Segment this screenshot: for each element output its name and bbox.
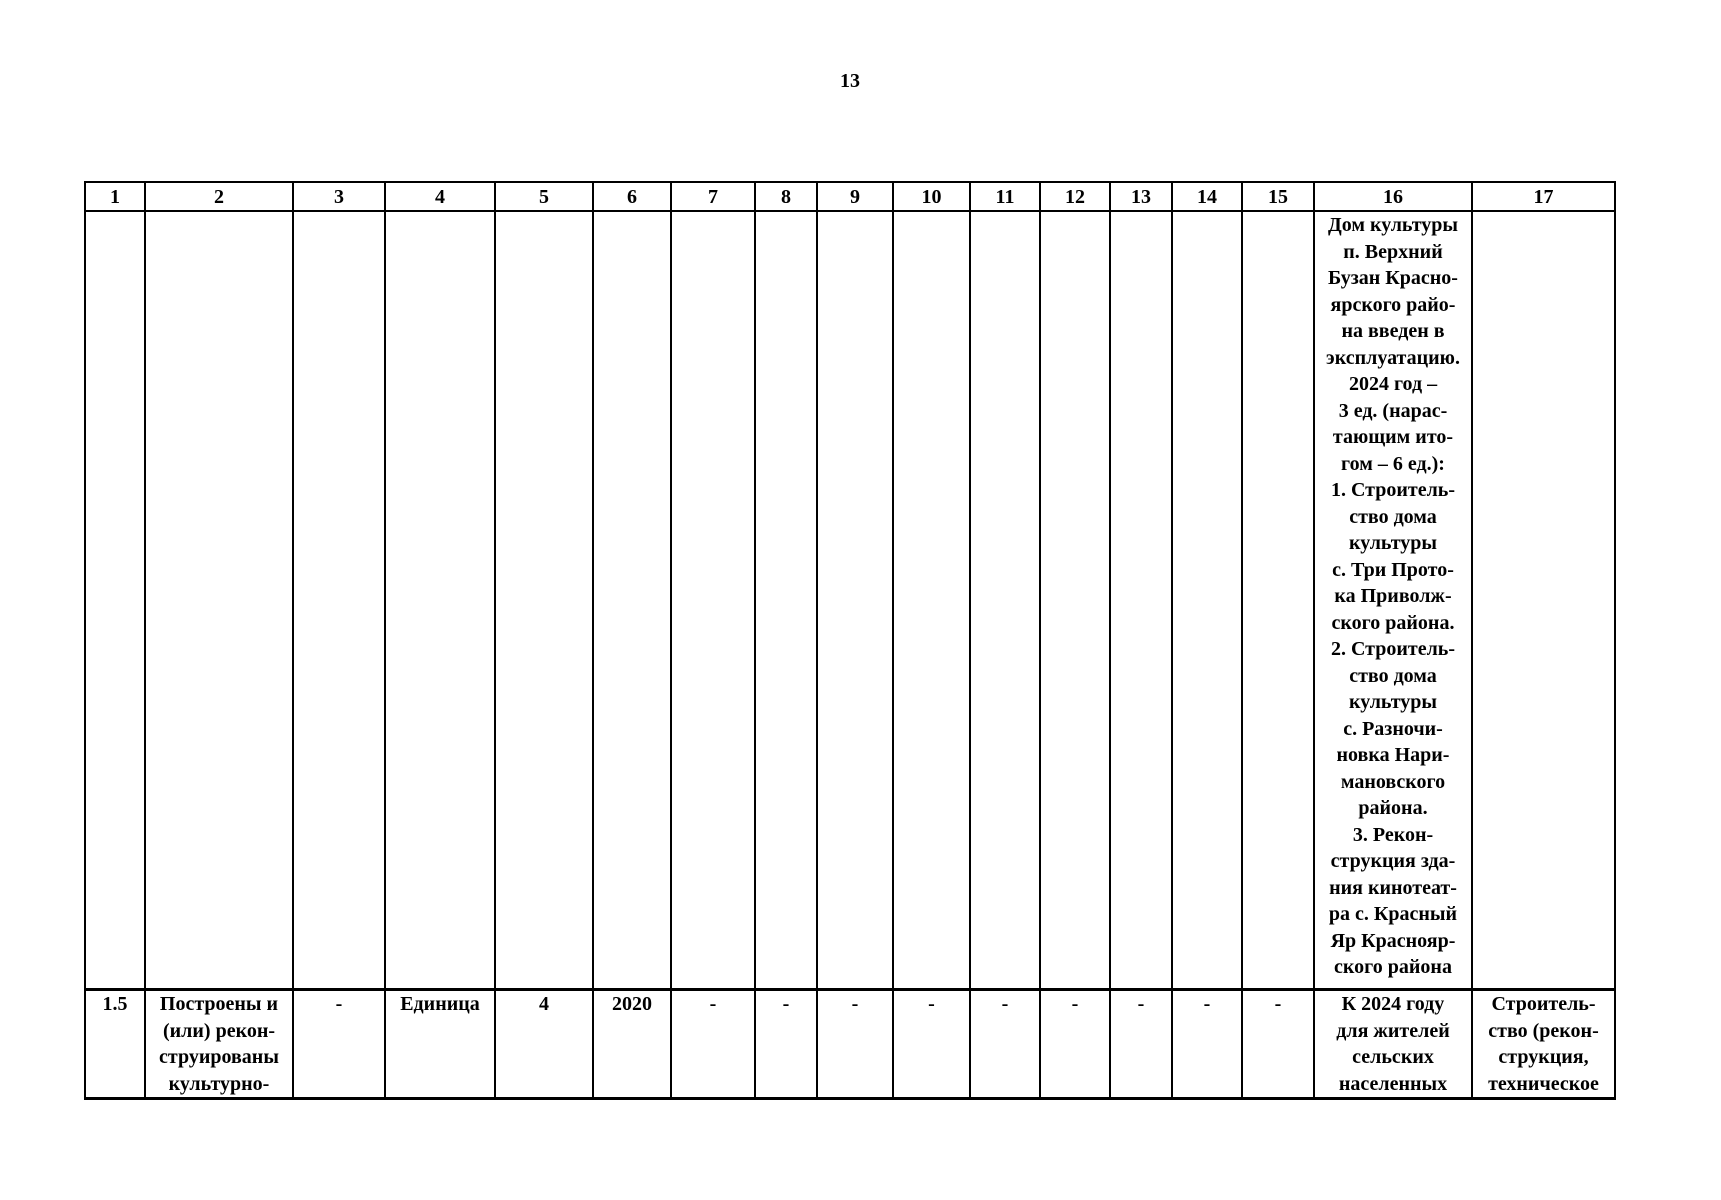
header-cell: 12: [1040, 182, 1110, 211]
table-cell: [495, 211, 593, 990]
header-cell: 14: [1172, 182, 1242, 211]
table-cell: [1472, 211, 1615, 990]
row-number-cell: 1.5: [85, 990, 145, 1099]
header-cell: 3: [293, 182, 385, 211]
header-cell: 4: [385, 182, 495, 211]
header-cell: 7: [671, 182, 755, 211]
header-cell: 2: [145, 182, 293, 211]
table-cell: -: [293, 990, 385, 1099]
year-cell: 2020: [593, 990, 671, 1099]
header-cell: 11: [970, 182, 1040, 211]
header-cell: 9: [817, 182, 893, 211]
indicator-name-cell: [145, 990, 293, 1099]
table-cell: -: [1110, 990, 1172, 1099]
table-cell: [293, 211, 385, 990]
header-cell: 15: [1242, 182, 1314, 211]
table-cell: [145, 211, 293, 990]
header-cell: 1: [85, 182, 145, 211]
table-cell: -: [1040, 990, 1110, 1099]
table-cell: [817, 211, 893, 990]
header-cell: 6: [593, 182, 671, 211]
header-cell: 10: [893, 182, 970, 211]
table-cell: -: [755, 990, 817, 1099]
table-row: [85, 990, 1615, 1099]
table-cell: [755, 211, 817, 990]
data-table: [84, 181, 1616, 1100]
result-description-cell: [1314, 990, 1472, 1099]
table-cell: [970, 211, 1040, 990]
page-number: 13: [840, 70, 860, 92]
header-cell: 13: [1110, 182, 1172, 211]
table-cell: -: [893, 990, 970, 1099]
table-cell: [593, 211, 671, 990]
result-description-text: Дом культуры п. Верхний Бузан Красно- ярского райо- на введен в эксплуатацию. 2024 год – 3 ед. (нарас- тающим ито- гом – 6 ед.): 1. Строитель- ство дома культуры с. Три Прото- ка Приволж- ского района. 2. Строитель- ство дома культуры с. Разночи- новка Нари- мановского района. 3. Рекон- струкция зда- ния кинотеат- ра с. Красный Яр Краснояр- ского района: [1326, 214, 1460, 978]
header-row: [85, 182, 1615, 211]
table-cell: [671, 211, 755, 990]
table-cell: [893, 211, 970, 990]
unit-cell: Единица: [385, 990, 495, 1099]
header-cell: 5: [495, 182, 593, 211]
result-description-text: К 2024 году для жителей сельских населенных: [1336, 993, 1450, 1095]
measure-cell: [1472, 990, 1615, 1099]
table-cell: -: [970, 990, 1040, 1099]
table-cell: [1242, 211, 1314, 990]
indicator-name-text: Построены и (или) рекон- струированы культурно-: [159, 993, 279, 1095]
continuation-row: [85, 211, 1615, 990]
value-cell: 4: [495, 990, 593, 1099]
table-cell: [1040, 211, 1110, 990]
table-cell: -: [1172, 990, 1242, 1099]
header-cell: 17: [1472, 182, 1615, 211]
result-description-cell: [1314, 211, 1472, 990]
table-cell: -: [817, 990, 893, 1099]
table-cell: [85, 211, 145, 990]
table-cell: [385, 211, 495, 990]
table-cell: [1110, 211, 1172, 990]
table-cell: -: [671, 990, 755, 1099]
table-cell: -: [1242, 990, 1314, 1099]
header-cell: 16: [1314, 182, 1472, 211]
table-cell: [1172, 211, 1242, 990]
measure-text: Строитель- ство (рекон- струкция, техническое: [1488, 993, 1599, 1095]
header-cell: 8: [755, 182, 817, 211]
